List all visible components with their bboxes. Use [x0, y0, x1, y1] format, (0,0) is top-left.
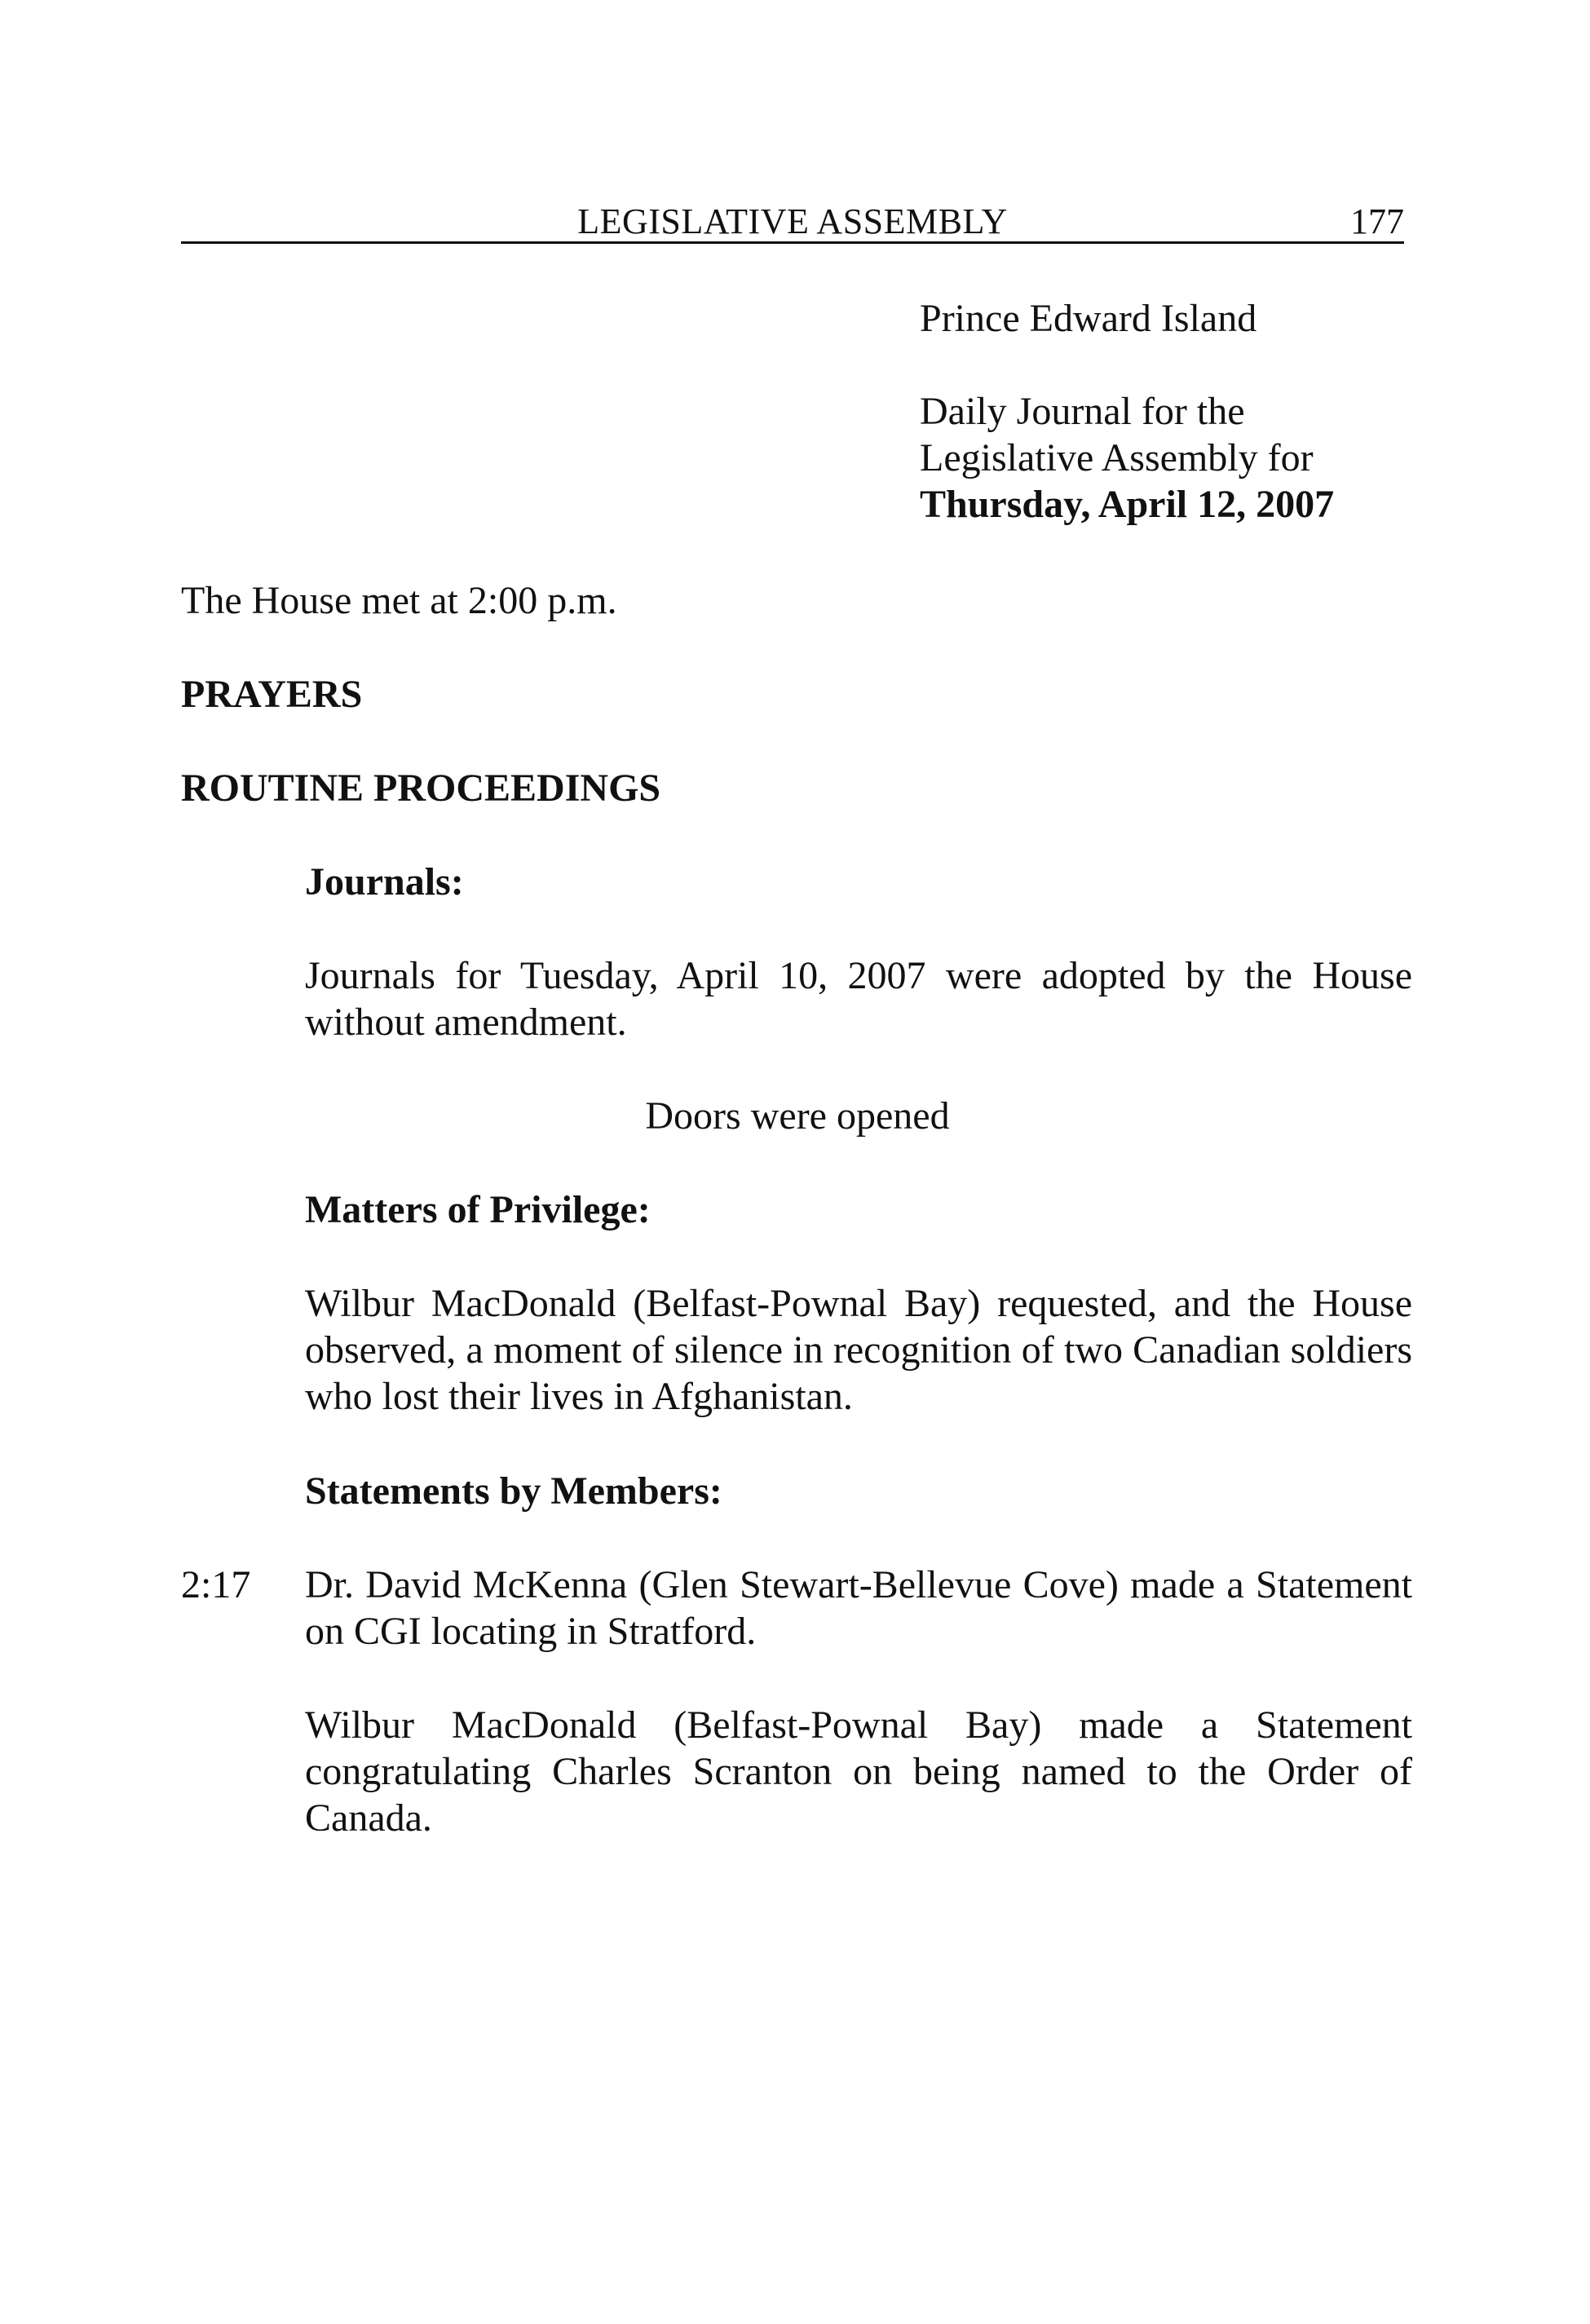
- privilege-heading: Matters of Privilege:: [305, 1188, 651, 1231]
- journals-text: Journals for Tuesday, April 10, 2007 were adopted by the House without amendment.: [305, 954, 1412, 1044]
- statement-time: 2:17: [181, 1563, 251, 1606]
- running-title: LEGISLATIVE ASSEMBLY: [577, 201, 1008, 241]
- privilege-text: Wilbur MacDonald (Belfast-Pownal Bay) requested, and the House observed, a moment of silence in recognition of two Canadian soldiers who lost their lives in Afghanistan.: [305, 1282, 1412, 1418]
- opening-line: The House met at 2:00 p.m.: [181, 579, 617, 622]
- prayers-heading: PRAYERS: [181, 673, 363, 716]
- statement-macdonald: Wilbur MacDonald (Belfast-Pownal Bay) made a Statement congratulating Charles Scranton on being named to the Order of Canada.: [305, 1703, 1412, 1840]
- journal-date: Thursday, April 12, 2007: [920, 483, 1335, 526]
- journal-title-line2: Legislative Assembly for: [920, 436, 1314, 479]
- statements-heading: Statements by Members:: [305, 1469, 722, 1513]
- doors-opened: Doors were opened: [645, 1094, 950, 1138]
- journals-heading: Journals:: [305, 860, 464, 904]
- province-name: Prince Edward Island: [920, 297, 1257, 340]
- routine-proceedings-heading: ROUTINE PROCEEDINGS: [181, 767, 661, 810]
- statement-mckenna: Dr. David McKenna (Glen Stewart-Bellevue Cove) made a Statement on CGI locating in Stratford.: [305, 1563, 1412, 1653]
- journal-title-line1: Daily Journal for the: [920, 390, 1245, 433]
- page-number: 177: [1350, 201, 1404, 241]
- running-header: [181, 199, 1404, 244]
